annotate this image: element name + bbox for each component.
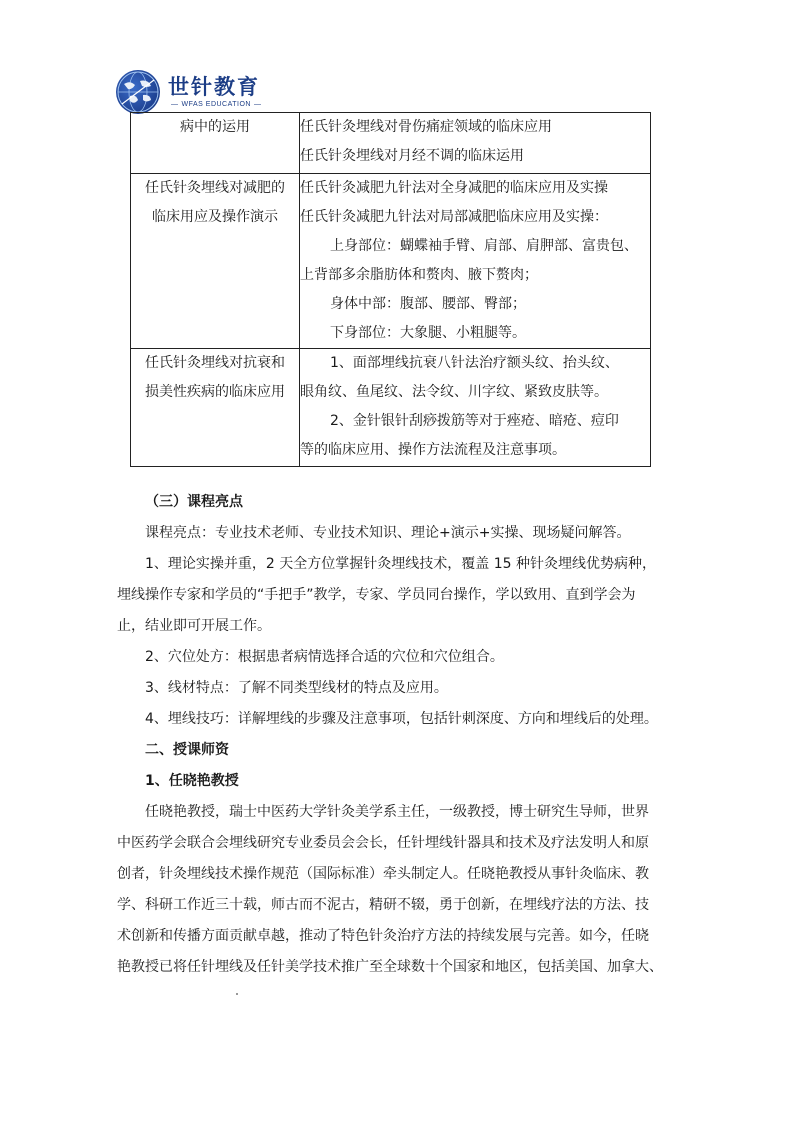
content-line: 任氏针灸减肥九针法对全身减肥的临床应用及实操 <box>300 180 608 196</box>
section-heading: 二、授课师资 <box>145 742 229 758</box>
content-line: 2、金针银针刮痧拨筋等对于痤疮、暗疮、痘印 <box>330 413 619 429</box>
topic-line: 任氏针灸埋线对抗衰和 <box>145 355 285 371</box>
course-highlights <box>117 487 687 983</box>
paragraph: 创者，针灸埋线技术操作规范（国际标准）牵头制定人。任晓艳教授从事针灸临床、教 <box>117 866 649 882</box>
table-cell-content <box>300 174 651 349</box>
wfas-logo <box>116 70 264 114</box>
paragraph: 埋线操作专家和学员的“手把手”教学，专家、学员同台操作，学以致用、直到学会为 <box>117 587 636 603</box>
content-line: 任氏针灸减肥九针法对局部减肥临床应用及实操： <box>300 209 608 225</box>
content-line: 下身部位：大象腿、小粗腿等。 <box>330 325 526 341</box>
paragraph: 3、线材特点：了解不同类型线材的特点及应用。 <box>145 680 448 696</box>
table-row <box>131 174 651 349</box>
paragraph: 中医药学会联合会埋线研究专业委员会会长，任针埋线针器具和技术及疗法发明人和原 <box>117 835 649 851</box>
table-cell-content <box>300 113 651 174</box>
topic-line: 病中的运用 <box>180 119 250 135</box>
paragraph: 2、穴位处方：根据患者病情选择合适的穴位和穴位组合。 <box>145 649 504 665</box>
paragraph: 任晓艳教授，瑞士中医药大学针灸美学系主任，一级教授，博士研究生导师，世界 <box>145 804 649 820</box>
content-line: 上背部多余脂肪体和赘肉、腋下赘肉； <box>300 267 538 283</box>
course-table <box>130 112 651 467</box>
scan-speck <box>236 993 238 995</box>
topic-line: 临床用应及操作演示 <box>152 209 278 225</box>
topic-line: 任氏针灸埋线对减肥的 <box>145 180 285 196</box>
table-row <box>131 113 651 174</box>
content-line: 1、面部埋线抗衰八针法治疗额头纹、抬头纹、 <box>330 355 619 371</box>
content-line: 任氏针灸埋线对骨伤痛症领域的临床应用 <box>300 119 552 135</box>
paragraph: 艳教授已将任针埋线及任针美学技术推广至全球数十个国家和地区，包括美国、加拿大、 <box>117 959 663 975</box>
content-line: 上身部位：蝴蝶袖手臂、肩部、肩胛部、富贵包、 <box>330 238 638 254</box>
content-line: 任氏针灸埋线对月经不调的临床运用 <box>300 148 524 164</box>
table-cell-topic <box>131 113 300 174</box>
paragraph: 学、科研工作近三十载，师古而不泥古，精研不辍，勇于创新，在埋线疗法的方法、技 <box>117 897 649 913</box>
paragraph: 课程亮点：专业技术老师、专业技术知识、理论+演示+实操、现场疑问解答。 <box>145 525 631 541</box>
table-row <box>131 349 651 467</box>
content-line: 等的临床应用、操作方法流程及注意事项。 <box>300 442 566 458</box>
paragraph: 4、埋线技巧：详解埋线的步骤及注意事项，包括针刺深度、方向和埋线后的处理。 <box>145 711 658 727</box>
content-line: 眼角纹、鱼尾纹、法令纹、川字纹、紧致皮肤等。 <box>300 384 608 400</box>
table-cell-topic <box>131 349 300 467</box>
logo-name-en: — WFAS EDUCATION — <box>168 100 264 110</box>
logo-name-cn: 世针教育 <box>168 74 260 99</box>
table-cell-content <box>300 349 651 467</box>
paragraph: 1、理论实操并重，2 天全方位掌握针灸埋线技术，覆盖 15 种针灸埋线优势病种， <box>145 556 656 572</box>
paragraph: 止，结业即可开展工作。 <box>117 618 271 634</box>
paragraph: 术创新和传播方面贡献卓越，推动了特色针灸治疗方法的持续发展与完善。如今，任晓 <box>117 928 649 944</box>
topic-line: 损美性疾病的临床应用 <box>145 384 285 400</box>
section-heading: （三）课程亮点 <box>145 494 243 510</box>
globe-icon <box>116 70 160 114</box>
subsection-heading: 1、任晓艳教授 <box>145 773 239 789</box>
content-line: 身体中部：腹部、腰部、臀部； <box>330 296 526 312</box>
table-cell-topic <box>131 174 300 349</box>
